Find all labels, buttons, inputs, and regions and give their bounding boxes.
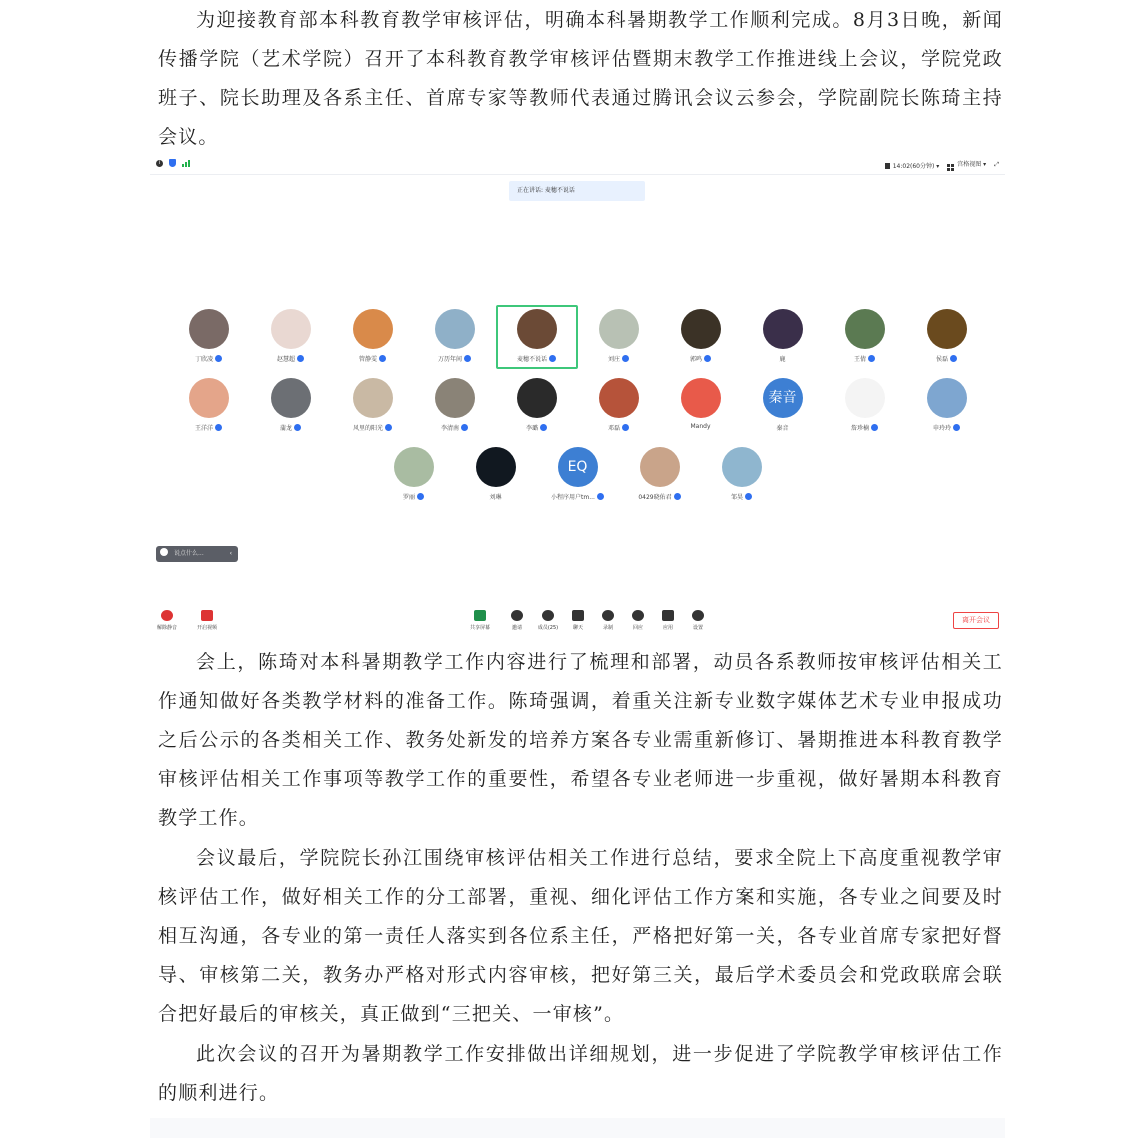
- mic-badge-icon: [871, 424, 878, 431]
- participant-tile[interactable]: [824, 374, 906, 438]
- chat-icon: [572, 610, 584, 621]
- info-icon[interactable]: i: [156, 160, 163, 167]
- participant-name-label: 0429晓佑君: [638, 494, 672, 501]
- mic-badge-icon: [953, 424, 960, 431]
- meeting-toolbar: [150, 608, 1005, 638]
- mic-badge-icon: [461, 424, 468, 431]
- participant-name-label: 侯磊: [935, 356, 948, 363]
- participant-name-label: 邹昊: [730, 494, 743, 501]
- chat-button[interactable]: 聊天: [563, 610, 593, 631]
- participant-name: [332, 423, 414, 432]
- avatar: EQ: [558, 447, 598, 487]
- chat-input-pill[interactable]: 说点什么... ‹: [156, 546, 238, 562]
- participant-tile[interactable]: [701, 443, 783, 507]
- avatar: [845, 309, 885, 349]
- settings-button[interactable]: 设置: [683, 610, 713, 631]
- shield-icon[interactable]: [169, 159, 176, 167]
- participant-name-label: 王洋洋: [194, 425, 213, 432]
- mic-badge-icon: [294, 424, 301, 431]
- avatar: 秦音: [763, 378, 803, 418]
- share-screen-icon: [474, 610, 486, 621]
- participant-tile[interactable]: [537, 443, 619, 507]
- apps-button[interactable]: 应用: [653, 610, 683, 631]
- start-video-button[interactable]: 开启视频: [192, 610, 222, 631]
- participant-name: [742, 354, 824, 363]
- mic-badge-icon: [417, 493, 424, 500]
- avatar: [927, 378, 967, 418]
- avatar: [476, 447, 516, 487]
- participant-name-label: 万历年间: [437, 356, 462, 363]
- speaking-indicator: 正在讲话: 麦穗不说话: [509, 181, 645, 201]
- mic-badge-icon: [704, 355, 711, 362]
- participant-tile[interactable]: [250, 374, 332, 438]
- participant-name-label: 李璐: [525, 425, 538, 432]
- avatar: [599, 378, 639, 418]
- participant-name-label: 麦穗不说话: [516, 356, 547, 363]
- participant-tile[interactable]: [742, 374, 824, 438]
- participant-name: [660, 423, 742, 430]
- participant-name-label: 鹿: [779, 356, 786, 363]
- signal-icon: [182, 160, 190, 167]
- mic-badge-icon: [674, 493, 681, 500]
- participant-tile[interactable]: [332, 374, 414, 438]
- hourglass-icon: [885, 163, 890, 169]
- participant-tile[interactable]: [168, 305, 250, 369]
- participant-tile[interactable]: [332, 305, 414, 369]
- participant-name-label: 王倩: [853, 356, 866, 363]
- participant-name-label: 刘琳: [489, 494, 502, 501]
- avatar: [435, 309, 475, 349]
- emoji-icon[interactable]: [160, 548, 168, 556]
- mic-badge-icon: [215, 424, 222, 431]
- reaction-icon: [632, 610, 644, 621]
- avatar: [189, 378, 229, 418]
- mic-badge-icon: [379, 355, 386, 362]
- participant-grid: [150, 305, 1005, 512]
- mic-badge-icon: [540, 424, 547, 431]
- participant-name-label: 丁欣凌: [194, 356, 213, 363]
- participant-name: [250, 354, 332, 363]
- participant-name: [824, 354, 906, 363]
- participant-name: [168, 354, 250, 363]
- camera-off-icon: [201, 610, 213, 621]
- participant-name-label: 詹珍楠: [850, 425, 869, 432]
- participant-name: [906, 423, 988, 432]
- participant-name: [537, 492, 619, 501]
- participant-name-label: 李清南: [440, 425, 459, 432]
- participant-name: [578, 423, 660, 432]
- participant-name-label: 秦音: [776, 425, 789, 432]
- participant-name-label: 罗丽: [402, 494, 415, 501]
- avatar: [517, 378, 557, 418]
- meeting-screenshot: [150, 150, 1005, 640]
- avatar: [722, 447, 762, 487]
- participant-tile[interactable]: [824, 305, 906, 369]
- record-button[interactable]: 录制: [593, 610, 623, 631]
- participant-name-label: 郭鸣: [689, 356, 702, 363]
- participant-name: [701, 492, 783, 501]
- invite-button[interactable]: 邀请: [502, 610, 532, 631]
- participant-name-label: 邓磊: [607, 425, 620, 432]
- participant-row: [150, 305, 1005, 374]
- mic-badge-icon: [297, 355, 304, 362]
- grid-view-icon: [947, 164, 954, 171]
- mic-badge-icon: [464, 355, 471, 362]
- participant-tile[interactable]: [660, 374, 742, 438]
- participant-tile[interactable]: [578, 374, 660, 438]
- participant-tile[interactable]: [660, 305, 742, 369]
- intro-paragraph: 为迎接教育部本科教育教学审核评估，明确本科暑期教学工作顺利完成。8月3日晚，新闻传播学院（艺术学院）召开了本科教育教学审核评估暨期末教学工作推进线上会议，学院党政班子、院长助理及各系主任、首席专家等教师代表通过腾讯会议云参会，学院副院长陈琦主持会议。: [158, 9, 1003, 148]
- avatar: [353, 378, 393, 418]
- avatar: [927, 309, 967, 349]
- participant-name: [414, 354, 496, 363]
- participant-tile[interactable]: [414, 374, 496, 438]
- avatar: [353, 309, 393, 349]
- avatar: [599, 309, 639, 349]
- participant-tile[interactable]: [455, 443, 537, 507]
- gear-icon: [692, 610, 704, 621]
- avatar: [640, 447, 680, 487]
- participant-name: [619, 492, 701, 501]
- participant-name: [414, 423, 496, 432]
- record-icon: [602, 610, 614, 621]
- participant-name: [742, 423, 824, 432]
- unmute-button[interactable]: 解除静音: [152, 610, 182, 631]
- avatar: [271, 309, 311, 349]
- participant-tile[interactable]: [373, 443, 455, 507]
- participant-tile[interactable]: [906, 374, 988, 438]
- mic-badge-icon: [950, 355, 957, 362]
- avatar: [681, 378, 721, 418]
- avatar: [189, 309, 229, 349]
- participant-name: [332, 354, 414, 363]
- avatar: [271, 378, 311, 418]
- leave-meeting-button[interactable]: 离开会议: [953, 612, 999, 629]
- body-paragraph: 会议最后，学院院长孙江围绕审核评估相关工作进行总结，要求全院上下高度重视教学审核评估工作，做好相关工作的分工部署，重视、细化评估工作方案和实施，各专业之间要及时相互沟通，各专业的第一责任人落实到各位系主任，严格把好第一关，各专业首席专家把好督导、审核第二关，教务办严格对形式内容审核，把好第三关，最后学术委员会和党政联席会联合把好最后的审核关，真正做到“三把关、一审核”。: [158, 847, 1003, 1025]
- participant-name: [498, 354, 576, 363]
- mic-badge-icon: [868, 355, 875, 362]
- chevron-left-icon[interactable]: ‹: [229, 550, 232, 557]
- mic-badge-icon: [597, 493, 604, 500]
- participant-tile[interactable]: [742, 305, 824, 369]
- participant-name: [578, 354, 660, 363]
- avatar: [845, 378, 885, 418]
- body-paragraph: 会上，陈琦对本科暑期教学工作内容进行了梳理和部署，动员各系教师按审核评估相关工作通知做好各类教学材料的准备工作。陈琦强调，着重关注新专业数字媒体艺术专业申报成功之后公示的各类相关工作、教务处新发的培养方案各专业需重新修订、暑期推进本科教育教学审核评估相关工作事项等教学工作的重要性，希望各专业老师进一步重视，做好暑期本科教育教学工作。: [158, 651, 1003, 829]
- participant-name: [455, 492, 537, 501]
- avatar: [517, 309, 557, 349]
- participant-name: [660, 354, 742, 363]
- avatar: [435, 378, 475, 418]
- participant-tile[interactable]: [414, 305, 496, 369]
- participant-name: [906, 354, 988, 363]
- participant-name: [168, 423, 250, 432]
- meeting-timer[interactable]: 14:02(60分钟) ▾: [885, 161, 940, 170]
- participant-tile[interactable]: [250, 305, 332, 369]
- participant-name-label: 风里的阳光: [352, 425, 383, 432]
- participant-row: [150, 443, 1005, 512]
- meeting-topbar: [150, 150, 1005, 175]
- closing-paragraph: 此次会议的召开为暑期教学工作安排做出详细规划，进一步促进了学院教学审核评估工作的顺利进行。: [158, 1043, 1003, 1104]
- add-user-icon: [511, 610, 523, 621]
- participant-name-label: 小程序用户tm...: [551, 494, 595, 501]
- avatar: [394, 447, 434, 487]
- apps-icon: [662, 610, 674, 621]
- participant-name-label: 刘庄: [607, 356, 620, 363]
- mic-badge-icon: [215, 355, 222, 362]
- view-switch[interactable]: 宫格视图 ▾: [947, 159, 986, 171]
- participant-name-label: 管静雯: [358, 356, 377, 363]
- participant-name-label: 赵慧超: [276, 356, 295, 363]
- participant-name-label: 蒲龙: [279, 425, 292, 432]
- members-button[interactable]: 成员(25): [533, 610, 563, 631]
- react-button[interactable]: 回应: [623, 610, 653, 631]
- members-icon: [542, 610, 554, 621]
- participant-name-label: 申玲玲: [932, 425, 951, 432]
- participant-tile[interactable]: [578, 305, 660, 369]
- share-screen-button[interactable]: 共享屏幕: [465, 610, 495, 631]
- mic-badge-icon: [385, 424, 392, 431]
- mic-badge-icon: [622, 355, 629, 362]
- mic-badge-icon: [622, 424, 629, 431]
- participant-name: [373, 492, 455, 501]
- faded-bottom-strip: [150, 1118, 1005, 1138]
- participant-tile[interactable]: [496, 305, 578, 369]
- microphone-off-icon: [161, 610, 173, 621]
- participant-name: [250, 423, 332, 432]
- participant-tile[interactable]: [906, 305, 988, 369]
- avatar: [763, 309, 803, 349]
- participant-name-label: Mandy: [690, 423, 711, 430]
- mic-badge-icon: [549, 355, 556, 362]
- participant-tile[interactable]: [168, 374, 250, 438]
- participant-tile[interactable]: [496, 374, 578, 438]
- participant-name: [496, 423, 578, 432]
- participant-name: [824, 423, 906, 432]
- participant-row: [150, 374, 1005, 443]
- avatar: [681, 309, 721, 349]
- fullscreen-icon[interactable]: ⤢: [994, 161, 999, 168]
- mic-badge-icon: [745, 493, 752, 500]
- participant-tile[interactable]: [619, 443, 701, 507]
